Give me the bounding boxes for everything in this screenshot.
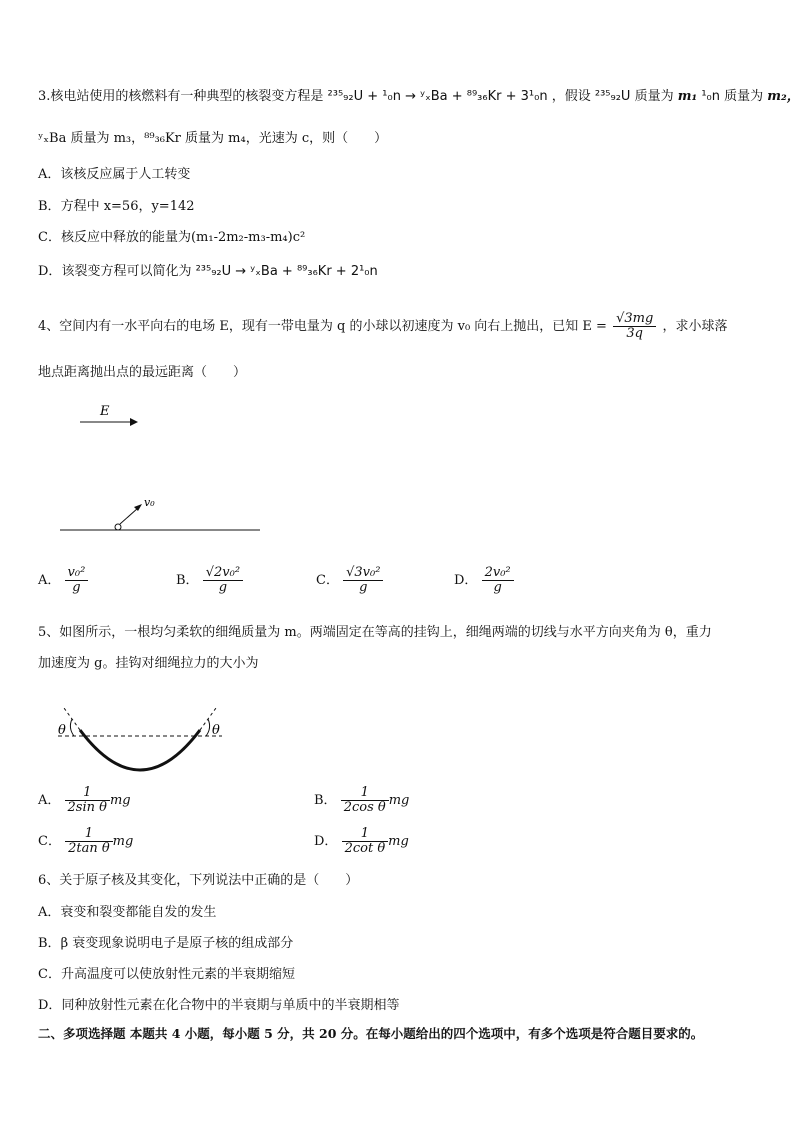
option-text: 该裂变方程可以简化为 ²³⁵₉₂U → ʸₓBa + ⁸⁹₃₆Kr + 2¹₀n [61, 264, 378, 279]
q4-figure [50, 396, 280, 541]
q3-u-label: ²³⁵₉₂U [594, 89, 631, 104]
q3-m1: m₁ [677, 89, 698, 104]
q3-fission-equation: ²³⁵₉₂U + ¹₀n → ʸₓBa + ⁸⁹₃₆Kr + 3¹₀n [327, 89, 548, 104]
option-key: D． [454, 573, 478, 588]
q6-option-a[interactable] [38, 904, 216, 922]
q3-stem-b: ，假设 [551, 89, 591, 104]
velocity-arrow-line [120, 508, 138, 524]
left-theta-label: θ [58, 723, 66, 738]
q5-figure [50, 700, 230, 780]
option-text: β 衰变现象说明电子是原子核的组成部分 [60, 936, 294, 951]
frac-den: 2sin θ [67, 800, 107, 815]
q5-option-c[interactable] [38, 827, 133, 856]
q3-stem-line2: ʸₓBa 质量为 m₃，⁸⁹₃₆Kr 质量为 m₄，光速为 c，则（ ） [38, 131, 388, 146]
option-text: 衰变和裂变都能自发的发生 [60, 905, 217, 920]
q5-option-a[interactable] [38, 786, 131, 815]
frac-num: √2v₀² [203, 566, 243, 581]
option-key: C． [38, 967, 61, 982]
frac-num: 1 [341, 786, 389, 801]
q6-option-b[interactable] [38, 935, 293, 953]
ball [115, 524, 121, 530]
q3-stem-c: 质量为 [634, 89, 674, 104]
option-fraction [341, 786, 389, 815]
option-fraction [203, 566, 243, 595]
option-text: 升高温度可以使放射性元素的半衰期缩短 [60, 967, 295, 982]
frac-num: 2v₀² [482, 566, 514, 581]
q4-stem-line2: 地点距离抛出点的最远距离（ ） [38, 365, 247, 380]
frac-den: g [218, 580, 228, 595]
option-fraction [342, 827, 389, 856]
frac-den: 2cot θ [344, 841, 386, 856]
option-text: 该核反应属于人工转变 [60, 167, 191, 182]
option-fraction [65, 827, 113, 856]
option-key: A． [38, 905, 61, 920]
q6-stem: 6、关于原子核及其变化，下列说法中正确的是（ ） [38, 873, 359, 888]
q3-m2: m₂， [767, 89, 800, 104]
q3-option-d[interactable] [38, 263, 378, 281]
option-fraction [65, 786, 110, 815]
section-2-heading: 二、多项选择题 本题共 4 小题，每小题 5 分，共 20 分。在每小题给出的四个选项中，有多个选项是符合题目要求的。 [38, 1026, 704, 1041]
option-text: 同种放射性元素在化合物中的半衰期与单质中的半衰期相等 [61, 998, 400, 1013]
q4-e-num: √3mg [613, 312, 656, 327]
option-text: 方程中 x=56，y=142 [60, 199, 195, 214]
q4-stem-b: ，求小球落 [662, 319, 728, 334]
option-tail: mg [388, 793, 410, 808]
option-key: A． [38, 167, 61, 182]
frac-num: v₀² [65, 566, 89, 581]
frac-num: 1 [342, 827, 389, 842]
frac-den: g [493, 580, 502, 595]
q3-n-label: ¹₀n [701, 89, 720, 104]
q3-option-a[interactable] [38, 166, 190, 184]
q4-stem-a: 4、空间内有一水平向右的电场 E，现有一带电量为 q 的小球以初速度为 v₀ 向右上抛出，已知 E = [38, 319, 607, 334]
q5-option-b[interactable] [314, 786, 409, 815]
left-angle-arc [70, 719, 74, 736]
option-key: C． [38, 230, 61, 245]
rope-curve [80, 730, 200, 770]
frac-den: 2tan θ [68, 841, 110, 856]
field-label: E [100, 404, 110, 419]
frac-den: 2cos θ [343, 800, 386, 815]
q4-stem-line1 [38, 312, 727, 341]
q4-option-b[interactable] [176, 566, 243, 595]
q3-stem-line1 [38, 88, 800, 106]
option-key: A． [38, 573, 61, 588]
q5-stem-line1: 5、如图所示，一根均匀柔软的细绳质量为 m。两端固定在等高的挂钩上，细绳两端的切线与水平方向夹角为 θ，重力 [38, 625, 712, 640]
q4-option-a[interactable] [38, 566, 88, 595]
option-fraction [343, 566, 383, 595]
option-key: B． [38, 199, 61, 214]
q4-option-c[interactable] [316, 566, 383, 595]
q3-stem-a: 3.核电站使用的核燃料有一种典型的核裂变方程是 [38, 89, 324, 104]
frac-den: g [72, 580, 81, 595]
option-key: C． [316, 573, 339, 588]
option-tail: mg [388, 834, 409, 849]
option-tail: mg [109, 793, 131, 808]
option-key: A． [38, 793, 61, 808]
option-key: B． [176, 573, 199, 588]
q6-option-d[interactable] [38, 997, 399, 1015]
option-tail: mg [112, 834, 134, 849]
q6-option-c[interactable] [38, 966, 295, 984]
right-angle-arc [206, 719, 210, 736]
q4-e-den: 3q [626, 326, 643, 341]
q3-option-b[interactable] [38, 198, 195, 216]
q4-option-d[interactable] [454, 566, 514, 595]
right-theta-label: θ [212, 723, 220, 738]
frac-num: √3v₀² [343, 566, 383, 581]
q3-option-c[interactable] [38, 229, 305, 247]
option-fraction [482, 566, 514, 595]
option-key: B． [38, 936, 61, 951]
option-key: B． [314, 793, 337, 808]
frac-num: 1 [65, 786, 110, 801]
option-key: D． [314, 834, 338, 849]
q5-option-d[interactable] [314, 827, 409, 856]
option-key: C． [38, 834, 61, 849]
frac-num: 1 [65, 827, 113, 842]
velocity-label: v₀ [144, 496, 155, 509]
option-text: 核反应中释放的能量为(m₁-2m₂-m₃-m₄)c² [60, 230, 306, 245]
field-arrow-head [130, 418, 138, 426]
q5-stem-line2: 加速度为 g。挂钩对细绳拉力的大小为 [38, 656, 259, 671]
option-fraction [65, 566, 89, 595]
option-key: D． [38, 264, 62, 279]
q4-e-fraction [613, 312, 656, 341]
q3-stem-d: 质量为 [724, 89, 764, 104]
option-key: D． [38, 998, 62, 1013]
frac-den: g [359, 580, 368, 595]
